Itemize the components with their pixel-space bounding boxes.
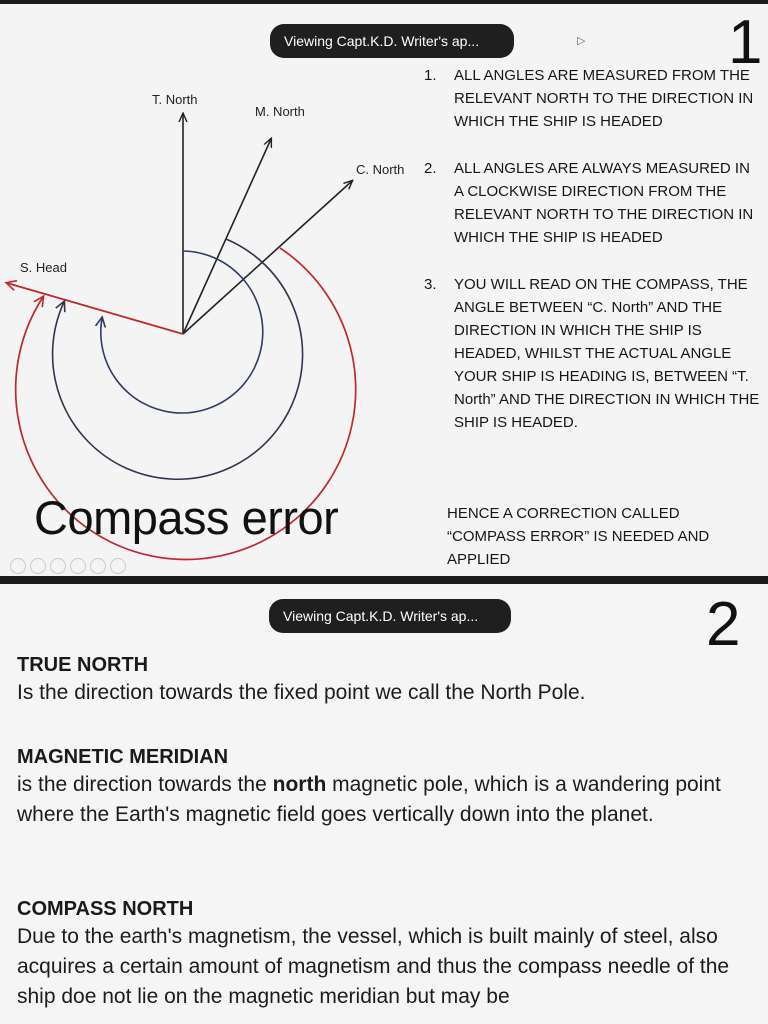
next-icon[interactable] [30,558,46,574]
section-heading: MAGNETIC MERIDIAN [17,746,229,768]
section-body: Due to the earth's magnetism, the vessel, which is built mainly of steel, also acquires a certain amount of magnetism and thus the compass needle of the ship doe not lie on the magnetic meridian but may be [17,925,730,1008]
slide-number: 2 [706,590,741,659]
rule-item: 1. ALL ANGLES ARE MEASURED FROM THE RELEVANT NORTH TO THE DIRECTION IN WHICH THE SHIP IS HEADED [424,67,754,130]
label-ship-head: S. Head [20,260,67,275]
viewing-badge[interactable]: Viewing Capt.K.D. Writer's ap... [270,24,514,58]
section-magnetic-meridian [17,744,752,830]
slide-caption: Compass error [34,491,339,544]
section-heading: TRUE NORTH [17,654,149,676]
zoom-icon[interactable] [90,558,106,574]
section-body: Is the direction towards the fixed point we call the North Pole. [17,681,586,704]
section-heading: COMPASS NORTH [17,898,194,920]
compass-north-line [183,181,352,334]
prev-icon[interactable] [10,558,26,574]
presentation-toolbar [10,558,126,574]
section-true-north [17,652,752,708]
rule-item: 2. ALL ANGLES ARE ALWAYS MEASURED IN A CLOCKWISE DIRECTION FROM THE RELEVANT NORTH TO THE DIRECTION IN WHICH THE SHIP IS HEADED [424,160,754,246]
section-body: is the direction towards the north magnetic pole, which is a wandering point where the Earth's magnetic field goes vertically down into the planet. [17,773,721,826]
rule-item: 3. YOU WILL READ ON THE COMPASS, THE ANGLE BETWEEN “C. North” AND THE DIRECTION IN WHICH THE SHIP IS HEADED, WHILST THE ACTUAL ANGLE YOUR SHIP IS HEADING IS, BETWEEN “T. North” AND THE DIRECTION IN WHICH THE SHIP IS HEADED. [424,276,760,431]
conclusion-text: HENCE A CORRECTION CALLED “COMPASS ERROR” IS NEEDED AND APPLIED [447,505,710,568]
label-magnetic-north: M. North [255,104,305,119]
section-compass-north [17,896,752,1012]
slide-2 [0,584,768,1024]
cursor-icon: ▷ [577,35,586,47]
slides-icon[interactable] [70,558,86,574]
label-true-north: T. North [152,92,198,107]
slide-number: 1 [728,8,763,77]
viewing-badge[interactable]: Viewing Capt.K.D. Writer's ap... [269,599,511,633]
angle-rules-list [420,64,760,458]
more-icon[interactable] [110,558,126,574]
pen-icon[interactable] [50,558,66,574]
ship-head-line [7,283,183,334]
true-north-angle-arc [101,251,263,413]
label-compass-north: C. North [356,162,405,177]
magnetic-north-angle-arc [53,239,303,479]
